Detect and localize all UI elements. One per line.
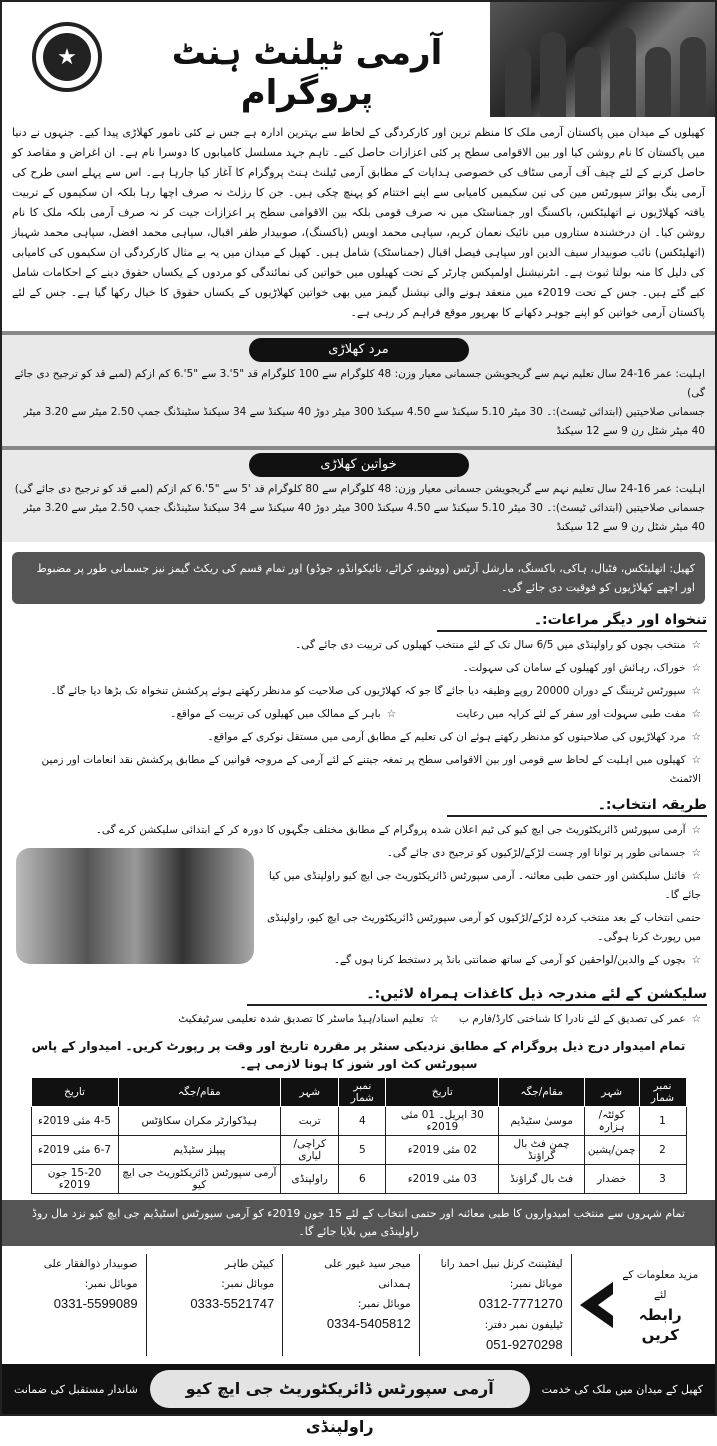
footer	[2, 1364, 715, 1436]
mobile-number[interactable]: 0334-5405812	[326, 1316, 411, 1331]
women-heading: خواتین کھلاڑی	[249, 453, 469, 477]
cell: 6	[339, 1165, 386, 1194]
cell: 02 مئی 2019ء	[386, 1136, 499, 1165]
star-icon: ☆	[429, 1013, 440, 1025]
col-header: نمبر شمار	[339, 1078, 386, 1107]
contact-person	[147, 1254, 284, 1356]
final-notice-bar: تمام شہروں سے منتخب امیدواروں کا طبی معائنہ اور حتمی انتخاب کے لئے 15 جون 2019ء کو آرمی سپورٹس اسٹیڈیم جی ایچ کیو نزد مال روڈ راولپنڈی میں بلایا جائے گا۔	[2, 1200, 715, 1246]
list-item	[16, 821, 701, 840]
contact-person	[283, 1254, 420, 1356]
col-header: تاریخ	[31, 1078, 118, 1107]
cell: 5	[339, 1136, 386, 1165]
list-item-text: عمر کی تصدیق کے لئے نادرا کا شناختی کارڈ/فارم ب	[459, 1013, 686, 1025]
cell: 6-7 مئی 2019ء	[31, 1136, 118, 1165]
contact-name: میجر سید غیور علی ہمدانی	[324, 1258, 411, 1290]
cell: فٹ بال گراؤنڈ	[499, 1165, 584, 1194]
contact-person	[10, 1254, 147, 1356]
contact-label-line1: مزید معلومات کے لئے	[622, 1269, 699, 1301]
trophy-ceremony-photo	[16, 848, 254, 964]
mobile-label: موبائل نمبر:	[221, 1278, 275, 1290]
list-item-text: منتخب بچوں کو راولپنڈی میں 6/5 سال تک کے لئے منتخب کھیلوں کی تربیت دی جائے گی۔	[295, 639, 686, 651]
star-icon: ☆	[691, 662, 701, 674]
list-item-text: بچوں کے والدین/لواحقین کو آرمی کے ساتھ ضمانتی بانڈ پر دستخط کرنا ہوں گے۔	[333, 954, 686, 966]
mobile-number[interactable]: 0333-5521747	[190, 1296, 275, 1311]
selection-list	[2, 821, 715, 978]
star-icon: ☆	[691, 870, 701, 882]
list-item-text: تعلیم اسناد/ہیڈ ماسٹر کا تصدیق شدہ تعلیمی سرٹیفکیٹ	[178, 1013, 424, 1025]
mobile-label: موبائل نمبر:	[357, 1298, 411, 1310]
cell: 15-20 جون 2019ء	[31, 1165, 118, 1194]
cell: چمن/پشین	[584, 1136, 639, 1165]
sports-banner: کھیل: اتھلیٹکس، فٹبال، ہاکی، باکسنگ، مارشل آرٹس (ووشو، کراٹے، تائیکوانڈو، جوڈو) اور تمام قسم کی ریکٹ گیمز نیز جسمانی طور پر مضبوط اور اچھے کھلاڑیوں کو فوقیت دی جائے گی۔	[12, 552, 705, 604]
page-title: آرمی ٹیلنٹ ہنٹ پروگرام	[171, 33, 443, 113]
cell: 1	[639, 1107, 686, 1136]
contact-section	[2, 1246, 715, 1364]
list-item	[16, 636, 701, 655]
col-header: نمبر شمار	[639, 1078, 686, 1107]
star-icon: ☆	[691, 824, 701, 836]
contact-name: صوبیدار ذوالفقار علی	[43, 1258, 138, 1270]
list-item-text: جسمانی طور پر توانا اور چست لڑکے/لڑکیوں کو ترجیح دی جائے گی۔	[386, 847, 686, 859]
cell: راولپنڈی	[281, 1165, 339, 1194]
list-item-text: فائنل سلیکشن اور حتمی طبی معائنہ۔ آرمی سپورٹس ڈائریکٹوریٹ جی ایچ کیو راولپنڈی میں کیا جائے گا۔	[268, 870, 701, 901]
star-icon: ☆	[386, 708, 397, 720]
cell: 2	[639, 1136, 686, 1165]
list-item-text: حتمی انتخاب کے بعد منتخب کردہ لڑکے/لڑکیوں کو آرمی سپورٹس ڈائریکٹوریٹ جی ایچ کیو، راولپنڈی میں رپورٹ کرنا ہوگی۔	[266, 912, 701, 943]
benefits-list	[2, 636, 715, 789]
mobile-label: موبائل نمبر:	[509, 1278, 563, 1290]
benefits-heading: تنخواہ اور دیگر مراعات:۔	[437, 612, 707, 632]
women-eligibility: اہلیت: عمر 16-24 سال تعلیم نہم سے گریجویشن جسمانی معیار وزن: 48 کلوگرام سے 80 کلوگرام قد '5 سے "5'.6 کم ازکم (لمبے قد کو ترجیح دی جائے گی)	[14, 483, 705, 495]
mobile-number[interactable]: 0312-7771270	[478, 1296, 563, 1311]
cell: موسیٰ سٹیڈیم	[499, 1107, 584, 1136]
men-fitness: جسمانی صلاحیتیں (ابتدائی ٹیسٹ):۔ 30 میٹر 5.10 سیکنڈ سے 4.50 سیکنڈ 300 میٹر دوڑ 40 سیکنڈ سے 34 سیکنڈ سٹینڈنگ جمپ 2.50 میٹر سے 3.20 میٹر 40 میٹر شٹل رن 9 سے 12 سیکنڈ	[23, 406, 705, 437]
star-icon: ☆	[691, 685, 701, 697]
list-item-text: کھیلوں میں اہلیت کے لحاظ سے قومی اور بین الاقوامی سطح پر تمغہ جیتنے کے لئے آرمی کے مروجہ قوانین کے مطابق پرکشش نقد انعامات اور زمین الاٹمنٹ	[41, 754, 701, 785]
men-section	[2, 331, 715, 446]
cell: آرمی سپورٹس ڈائریکٹوریٹ جی ایچ کیو	[118, 1165, 281, 1194]
table-row	[31, 1107, 686, 1136]
women-section	[2, 446, 715, 542]
list-item	[16, 1010, 701, 1029]
cell: ہیڈکوارٹر مکران سکاؤٹس	[118, 1107, 281, 1136]
cell: کوئٹہ/ہزارہ	[584, 1107, 639, 1136]
list-item-text: مفت طبی سہولت اور سفر کے لئے کرایہ میں رعایت	[456, 708, 686, 720]
cell: تربت	[281, 1107, 339, 1136]
men-heading: مرد کھلاڑی	[249, 338, 469, 362]
cell: 30 اپریل۔ 01 مئی 2019ء	[386, 1107, 499, 1136]
footer-slogan-left: شاندار مستقبل کی ضمانت	[14, 1382, 138, 1396]
list-item-text: باہر کے ممالک میں کھیلوں کی تربیت کے مواقع۔	[170, 708, 381, 720]
col-header: مقام/جگہ	[118, 1078, 281, 1107]
cell: پیپلز سٹیڈیم	[118, 1136, 281, 1165]
phone-number[interactable]: 051-9270298	[485, 1337, 563, 1352]
contact-label	[572, 1254, 707, 1356]
cell: 4	[339, 1107, 386, 1136]
contact-name: لیفٹیننٹ کرنل نبیل احمد رانا	[440, 1258, 563, 1270]
list-item	[16, 728, 701, 747]
cell: کراچی/لیاری	[281, 1136, 339, 1165]
list-item	[16, 751, 701, 789]
intro-paragraph: کھیلوں کے میدان میں پاکستان آرمی ملک کا منظم ترین اور کارکردگی کے لحاظ سے بہترین ادارہ ہے جس نے کئی نامور کھلاڑی پیدا کیے۔ جنہوں نے دنیا میں پاکستان کا نام روشن کیا اور بین الاقوامی سطح پر کئی اعزازات حاصل کیے۔ تاہم جہد مسلسل کامیابوں کا دوسرا نام ہے۔ ان اغراض و مقاصد کو حاصل کرنے کے لئے چیف آف آرمی سٹاف کی خصوصی ہدایات کے مطابق آرمی ٹیلنٹ ہنٹ پروگرام کا آغاز کیا جارہا ہے۔ اس سے پہلے اسی طرح کی آرمی ینگ بوائز سپورٹس مین کی تین سکیمیں کامیابی سے اپنے اختتام کو پہنچ چکی ہیں۔ جن کا رزلٹ نہ صرف اچھا رہا بلکہ ان سکیموں کے تربیت یافتہ کھلاڑیوں نے اتھلیٹکس، باکسنگ اور جمناسٹک میں نہ صرف قومی بلکہ بین الاقوامی سطح پر اعزازات جیت کر نہ صرف آرمی بلکہ ملک کا نام روشن کیا۔ ان درخشندہ ستاروں میں نائیک نعمان کریم، سپاہی محمد اویس (باکسنگ)، صوبیدار ظفر اقبال، سپاہی محمد افضل، سپاہی محمد شہباز (اتھلیٹکس) نائب صوبیدار سیف الدین اور سپاہی فیصل اقبال (جمناسٹک) شامل ہیں۔ کھیل کے میدان میں یہ بے مثال کارکردگی ان سکیموں کی کامیابی کی دلیل کا منہ بولتا ثبوت ہے۔ انٹرنیشنل اولمپکس چارٹر کے تحت کھیلوں میں خواتین کی نمائندگی کو مردوں کے یکساں حقوق دینے کے احکامات شامل کیے گئے ہیں۔ جس کے تحت 2019ء میں منعقد ہونے والی نیشنل گیمز میں بھی خواتین کھلاڑیوں کے یکساں حقوق کا خیال رکھا گیا ہے۔ جس کے لئے پاکستان آرمی خواتین کو اپنے جوہر دکھانے کا بھرپور موقع فراہم کر رہی ہے۔	[12, 126, 705, 319]
schedule-table	[31, 1077, 687, 1194]
women-fitness: جسمانی صلاحیتیں (ابتدائی ٹیسٹ):۔ 30 میٹر 5.10 سیکنڈ سے 4.50 سیکنڈ 300 میٹر دوڑ 40 سیکنڈ سے 34 سیکنڈ سٹینڈنگ جمپ 2.50 میٹر سے 3.20 میٹر 40 میٹر شٹل رن 9 سے 12 سیکنڈ	[23, 502, 705, 533]
star-icon: ☆	[691, 754, 701, 766]
table-row	[31, 1165, 686, 1194]
contact-person	[420, 1254, 572, 1356]
star-icon: ☆	[691, 847, 701, 859]
list-item	[16, 682, 701, 701]
footer-organization: آرمی سپورٹس ڈائریکٹوریٹ جی ایچ کیو راولپنڈی	[150, 1370, 530, 1408]
star-icon: ☆	[691, 1013, 701, 1025]
mobile-label: موبائل نمبر:	[84, 1278, 138, 1290]
cell: خضدار	[584, 1165, 639, 1194]
mobile-number[interactable]: 0331-5599089	[53, 1296, 138, 1311]
header	[2, 2, 715, 117]
table-row	[31, 1136, 686, 1165]
table-header-row	[31, 1078, 686, 1107]
star-icon: ☆	[691, 731, 701, 743]
footer-slogan-right: کھیل کے میدان میں ملک کی خدمت	[541, 1382, 703, 1396]
list-item-text: آرمی سپورٹس ڈائریکٹوریٹ جی ایچ کیو کی ٹیم اعلان شدہ پروگرام کے مطابق مختلف جگہوں کا دورہ کر کے ابتدائی سلیکشن کرے گی۔	[95, 824, 686, 836]
list-item-text: سپورٹس ٹریننگ کے دوران 20000 روپے وظیفہ دیا جائے گا جو کہ کھلاڑیوں کی صلاحیت کو مدنظر رکھتے ہوئے پرکشش تنخواہ تک بڑھا دیا جائے گا۔	[50, 685, 686, 697]
star-icon: ☆	[691, 954, 701, 966]
schedule-notice: تمام امیدوار درج ذیل پروگرام کے مطابق نزدیکی سنٹر پر مقررہ تاریخ اور وقت پر رپورٹ کریں۔ امیدوار کے پاس سپورٹس کٹ اور شوز کا ہونا لازمی ہے۔	[31, 1039, 686, 1071]
list-item-text: خوراک، رہائش اور کھیلوں کے سامان کی سہولت۔	[462, 662, 686, 674]
list-item	[16, 659, 701, 678]
col-header: شہر	[281, 1078, 339, 1107]
list-item	[16, 705, 701, 724]
header-photo	[490, 2, 715, 117]
cell: 3	[639, 1165, 686, 1194]
chevron-left-icon	[580, 1277, 614, 1333]
documents-heading: سلیکشن کے لئے مندرجہ ذیل کاغذات ہمراہ لائیں:۔	[247, 986, 707, 1006]
cell: 4-5 مئی 2019ء	[31, 1107, 118, 1136]
cell: 03 مئی 2019ء	[386, 1165, 499, 1194]
cell: چمن فٹ بال گراؤنڈ	[499, 1136, 584, 1165]
col-header: شہر	[584, 1078, 639, 1107]
army-logo-icon: ★	[32, 22, 102, 92]
col-header: تاریخ	[386, 1078, 499, 1107]
documents-list	[2, 1010, 715, 1029]
col-header: مقام/جگہ	[499, 1078, 584, 1107]
selection-heading: طریقہ انتخاب:۔	[447, 797, 707, 817]
contact-name: کیپٹن طاہر	[224, 1258, 275, 1270]
phone-label: ٹیلیفون نمبر دفتر:	[484, 1319, 563, 1331]
star-icon: ☆	[691, 639, 701, 651]
star-icon: ☆	[691, 708, 701, 720]
men-eligibility: اہلیت: عمر 16-24 سال تعلیم نہم سے گریجویشن جسمانی معیار وزن: 48 کلوگرام سے 100 کلوگرام قد "5'.3 سے "5'.6 کم ازکم (لمبے قد کو ترجیح دی جائے گی)	[14, 368, 705, 399]
list-item-text: مرد کھلاڑیوں کی صلاحیتوں کو مدنظر رکھتے ہوئے ان کی تعلیم کے مطابق آرمی میں مستقل نوکری کے مواقع۔	[207, 731, 686, 743]
contact-label-line2: رابطہ کریں	[638, 1306, 682, 1344]
